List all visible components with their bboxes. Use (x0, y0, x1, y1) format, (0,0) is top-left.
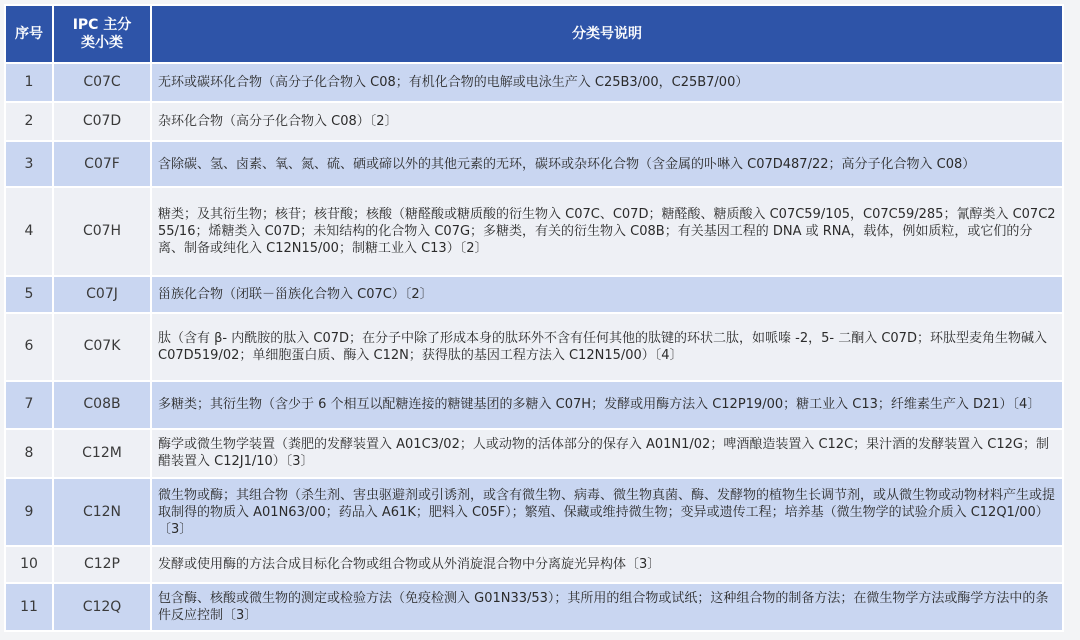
ipc-classification-table-wrapper (4, 4, 1062, 632)
table-row (5, 478, 1063, 546)
row-ipc-code: C12N (53, 478, 151, 546)
row-ipc-code: C07D (53, 102, 151, 141)
row-index: 4 (5, 187, 53, 276)
row-description: 酶学或微生物学装置（粪肥的发酵装置入 A01C3/02；人或动物的活体部分的保存入 A01N1/02；啤酒酿造装置入 C12C；果汁酒的发酵装置入 C12G；制醋装置入 C12J1/10）〔3〕 (151, 429, 1063, 479)
row-ipc-code: C12Q (53, 583, 151, 631)
row-index: 7 (5, 381, 53, 429)
table-row (5, 102, 1063, 141)
row-description: 甾族化合物（闭联－甾族化合物入 C07C）〔2〕 (151, 276, 1063, 313)
table-row (5, 381, 1063, 429)
row-description: 包含酶、核酸或微生物的测定或检验方法（免疫检测入 G01N33/53）；其所用的组合物或试纸；这种组合物的制备方法；在微生物学方法或酶学方法中的条件反应控制〔3〕 (151, 583, 1063, 631)
table-row (5, 141, 1063, 186)
ipc-classification-table (4, 4, 1064, 632)
row-ipc-code: C12P (53, 546, 151, 583)
row-index: 1 (5, 63, 53, 102)
row-ipc-code: C07J (53, 276, 151, 313)
row-description: 多糖类；其衍生物（含少于 6 个相互以配糖连接的糖键基团的多糖入 C07H；发酵或用酶方法入 C12P19/00；糖工业入 C13；纤维素生产入 D21）〔4〕 (151, 381, 1063, 429)
row-index: 9 (5, 478, 53, 546)
table-row (5, 187, 1063, 276)
row-index: 5 (5, 276, 53, 313)
row-ipc-code: C07F (53, 141, 151, 186)
row-description: 杂环化合物（高分子化合物入 C08）〔2〕 (151, 102, 1063, 141)
row-description: 糖类；及其衍生物；核苷；核苷酸；核酸（糖醛酸或糖质酸的衍生物入 C07C、C07D；糖醛酸、糖质酸入 C07C59/105，C07C59/285；氰醇类入 C07C255/16；烯糖类入 C07D；未知结构的化合物入 C07G；多糖类，有关的衍生物入 C08B；有关基因工程的 DNA 或 RNA，载体，例如质粒，或它们的分离、制备或纯化入 C12N15/00；制糖工业入 C13）〔2〕 (151, 187, 1063, 276)
table-row (5, 63, 1063, 102)
row-index: 10 (5, 546, 53, 583)
table-row (5, 546, 1063, 583)
row-ipc-code: C07C (53, 63, 151, 102)
row-index: 2 (5, 102, 53, 141)
row-description: 微生物或酶；其组合物（杀生剂、害虫驱避剂或引诱剂，或含有微生物、病毒、微生物真菌、酶、发酵物的植物生长调节剂，或从微生物或动物材料产生或提取制得的物质入 A01N63/00；药品入 A61K；肥料入 C05F）；繁殖、保藏或维持微生物；变异或遗传工程；培养基（微生物学的试验介质入 C12Q1/00）〔3〕 (151, 478, 1063, 546)
table-row (5, 583, 1063, 631)
row-ipc-code: C12M (53, 429, 151, 479)
header-ipc-code-line2: 类小类 (81, 35, 123, 51)
header-description: 分类号说明 (151, 5, 1063, 63)
row-index: 11 (5, 583, 53, 631)
row-description: 含除碳、氢、卤素、氧、氮、硫、硒或碲以外的其他元素的无环，碳环或杂环化合物（含金属的卟啉入 C07D487/22；高分子化合物入 C08） (151, 141, 1063, 186)
row-ipc-code: C07H (53, 187, 151, 276)
table-header-row (5, 5, 1063, 63)
row-ipc-code: C07K (53, 313, 151, 381)
row-index: 6 (5, 313, 53, 381)
header-ipc-code (53, 5, 151, 63)
table-row (5, 313, 1063, 381)
header-index: 序号 (5, 5, 53, 63)
row-description: 肽（含有 β- 内酰胺的肽入 C07D；在分子中除了形成本身的肽环外不含有任何其他的肽键的环状二肽，如哌嗪 -2，5- 二酮入 C07D；环肽型麦角生物碱入 C07D519/02；单细胞蛋白质、酶入 C12N；获得肽的基因工程方法入 C12N15/00）〔4〕 (151, 313, 1063, 381)
row-index: 8 (5, 429, 53, 479)
table-row (5, 429, 1063, 479)
row-description: 发酵或使用酶的方法合成目标化合物或组合物或从外消旋混合物中分离旋光异构体〔3〕 (151, 546, 1063, 583)
row-ipc-code: C08B (53, 381, 151, 429)
row-description: 无环或碳环化合物（高分子化合物入 C08；有机化合物的电解或电泳生产入 C25B3/00，C25B7/00） (151, 63, 1063, 102)
table-row (5, 276, 1063, 313)
header-ipc-code-line1: IPC 主分 (72, 17, 132, 33)
row-index: 3 (5, 141, 53, 186)
